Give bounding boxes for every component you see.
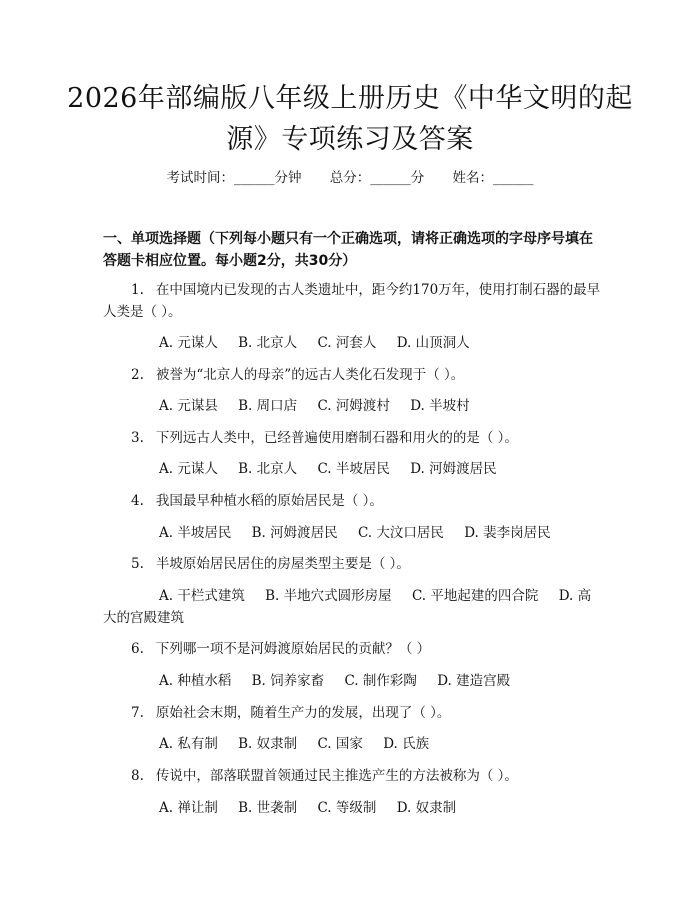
question-8: [103, 765, 603, 787]
section-heading: 一、单项选择题（下列每小题只有一个正确选项，请将正确选项的字母序号填在答题卡相应位置。每小题2分，共30分）: [103, 231, 593, 269]
question-4-options: [159, 522, 599, 544]
option-a: A. 私有制: [159, 736, 218, 752]
option-a: A. 元谋人: [159, 461, 218, 477]
document-title: 2026年部编版八年级上册历史《中华文明的起源》专项练习及答案: [67, 83, 633, 155]
question-stem: 被誉为“北京人的母亲”的远古人类化石发现于（ ）。: [155, 367, 465, 383]
question-1: [103, 279, 603, 323]
question-number: 8.: [131, 768, 144, 784]
question-stem: 我国最早种植水稻的原始居民是（ ）。: [155, 493, 383, 509]
exam-time: 考试时间：______分钟: [166, 170, 302, 186]
question-4: [103, 490, 603, 512]
option-c: C. 国家: [317, 736, 363, 752]
question-number: 3.: [131, 430, 144, 446]
option-d: D. 裴李岗居民: [464, 525, 551, 541]
option-b: B. 奴隶制: [238, 736, 298, 752]
option-b: B. 周口店: [238, 398, 298, 414]
question-number: 5.: [131, 556, 144, 572]
question-2-options: [159, 395, 599, 417]
option-b: B. 河姆渡居民: [251, 525, 338, 541]
option-a: A. 禅让制: [159, 800, 218, 816]
option-c: C. 大汶口居民: [357, 525, 444, 541]
option-a: A. 种植水稻: [159, 673, 232, 689]
option-b: B. 半地穴式圆形房屋: [265, 588, 392, 604]
option-a: A. 半坡居民: [159, 525, 232, 541]
question-8-options: [159, 797, 599, 819]
option-c: C. 平地起建的四合院: [411, 588, 539, 604]
question-number: 2.: [131, 367, 144, 383]
question-3-options: [159, 458, 599, 480]
option-d: D. 河姆渡居民: [410, 461, 497, 477]
option-d: D. 山顶洞人: [396, 335, 470, 351]
option-d: D. 奴隶制: [396, 800, 457, 816]
option-b: B. 世袭制: [238, 800, 298, 816]
option-c: C. 等级制: [317, 800, 377, 816]
option-b: B. 饲养家畜: [251, 673, 325, 689]
question-stem: 下列远古人类中，已经普遍使用磨制石器和用火的的是（ ）。: [155, 430, 518, 446]
option-d: D. 建造宫殿: [437, 673, 511, 689]
question-6-options: [159, 670, 599, 692]
exam-score: 总分：______分: [329, 170, 425, 186]
question-stem: 半坡原始居民居住的房屋类型主要是（ ）。: [155, 556, 410, 572]
option-c: C. 河姆渡村: [317, 398, 390, 414]
question-stem: 原始社会末期，随着生产力的发展，出现了（ ）。: [155, 705, 451, 721]
question-stem: 在中国境内已发现的古人类遗址中，距今约170万年，使用打制石器的最早人类是（ ）。: [103, 282, 601, 320]
question-number: 7.: [131, 705, 144, 721]
question-5-options: [103, 585, 603, 629]
option-d: D. 半坡村: [410, 398, 470, 414]
option-b: B. 北京人: [238, 335, 298, 351]
exam-name: 姓名：______: [452, 170, 534, 186]
question-3: [103, 427, 603, 449]
option-a: A. 干栏式建筑: [159, 588, 245, 604]
question-5: [103, 553, 603, 575]
option-c: C. 制作彩陶: [344, 673, 417, 689]
question-6: [103, 638, 603, 660]
question-7-options: [159, 733, 599, 755]
question-2: [103, 364, 603, 386]
option-a: A. 元谋县: [159, 398, 218, 414]
option-c: C. 半坡居民: [317, 461, 390, 477]
question-number: 6.: [131, 641, 144, 657]
question-number: 1.: [131, 282, 144, 298]
exam-meta: [0, 166, 700, 186]
option-d: D. 高大的宫殿建筑: [103, 588, 592, 626]
question-7: [103, 702, 603, 724]
question-stem: 传说中，部落联盟首领通过民主推选产生的方法被称为（ ）。: [155, 768, 518, 784]
question-stem: 下列哪一项不是河姆渡原始居民的贡献？（ ）: [155, 641, 431, 657]
question-number: 4.: [131, 493, 144, 509]
option-c: C. 河套人: [317, 335, 377, 351]
option-d: D. 氏族: [383, 736, 430, 752]
option-b: B. 北京人: [238, 461, 298, 477]
question-1-options: [159, 332, 599, 354]
option-a: A. 元谋人: [159, 335, 218, 351]
